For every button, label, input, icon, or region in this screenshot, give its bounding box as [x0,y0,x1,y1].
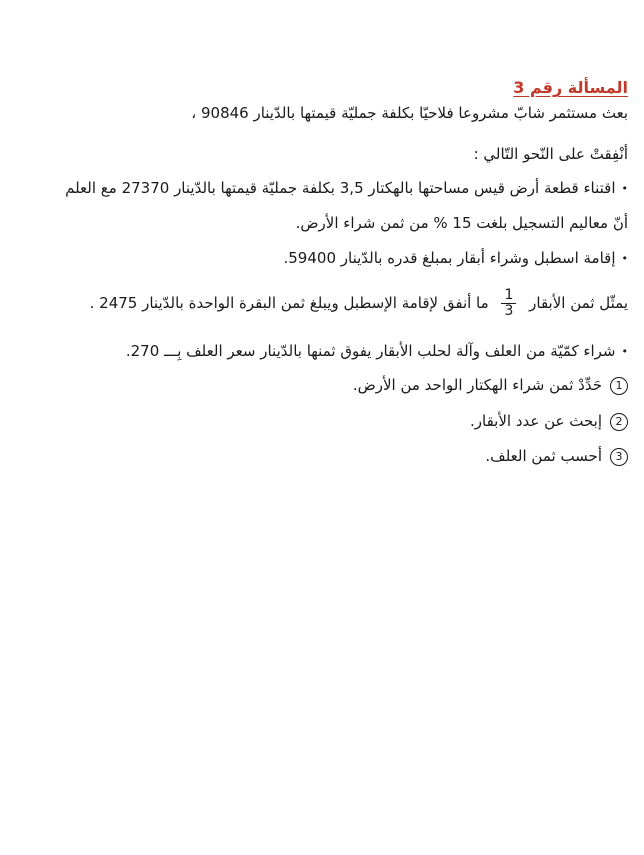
fraction-numerator: 1 [501,288,516,304]
cows-text-after: ما أنفق لإقامة الإسطبل ويبلغ ثمن البقرة الواحدة بالدّينار 2475 . [89,294,489,312]
bullet-icon: • [621,251,628,265]
circled-number-1-icon: 1 [610,377,628,395]
circled-number-3-icon: 3 [610,448,628,466]
cows-item [14,288,628,319]
feed-item [14,340,628,363]
fraction-denominator: 3 [504,303,514,319]
feed-item-text: شراء كمّيّة من العلف وآلة لحلب الأبقار يفوق ثمنها بالدّينار سعر العلف بِـــ 270. [125,342,616,360]
question-1 [14,374,628,396]
stable-item [14,247,628,270]
circled-number-2-icon: 2 [610,413,628,431]
stable-item-text: إقامة اسطبل وشراء أبقار بمبلغ قدره بالدّينار 59400. [283,249,616,267]
bullet-icon: • [621,344,628,358]
intro-line-2: أنْفِقتْ على النّحو التّالي : [473,145,628,163]
land-item-line-2: أنّ معاليم التسجيل بلغت 15 % من ثمن شراء الأرض. [295,214,628,232]
question-3-text: أحسب ثمن العلف. [485,447,602,465]
land-item-text: اقتناء قطعة أرض قيس مساحتها بالهكتار 3,5 بكلفة جمليّة قيمتها بالدّينار 27370 مع العلم [65,179,616,197]
bullet-icon: • [621,181,628,195]
intro-line-1: بعث مستثمر شابّ مشروعا فلاحيّا بكلفة جمليّة قيمتها بالدّينار 90846 ، [191,104,628,122]
fraction-one-third [501,288,516,319]
question-2-text: إبحث عن عدد الأبقار. [470,412,602,430]
cows-text-before: يمثّل ثمن الأبقار [529,294,628,312]
question-3 [14,445,628,467]
land-item-line-1 [14,177,628,200]
question-2 [14,410,628,432]
problem-title: المسألة رقم 3 [513,78,628,97]
question-1-text: حَدِّدْ ثمن شراء الهكتار الواحد من الأرض. [352,376,602,394]
